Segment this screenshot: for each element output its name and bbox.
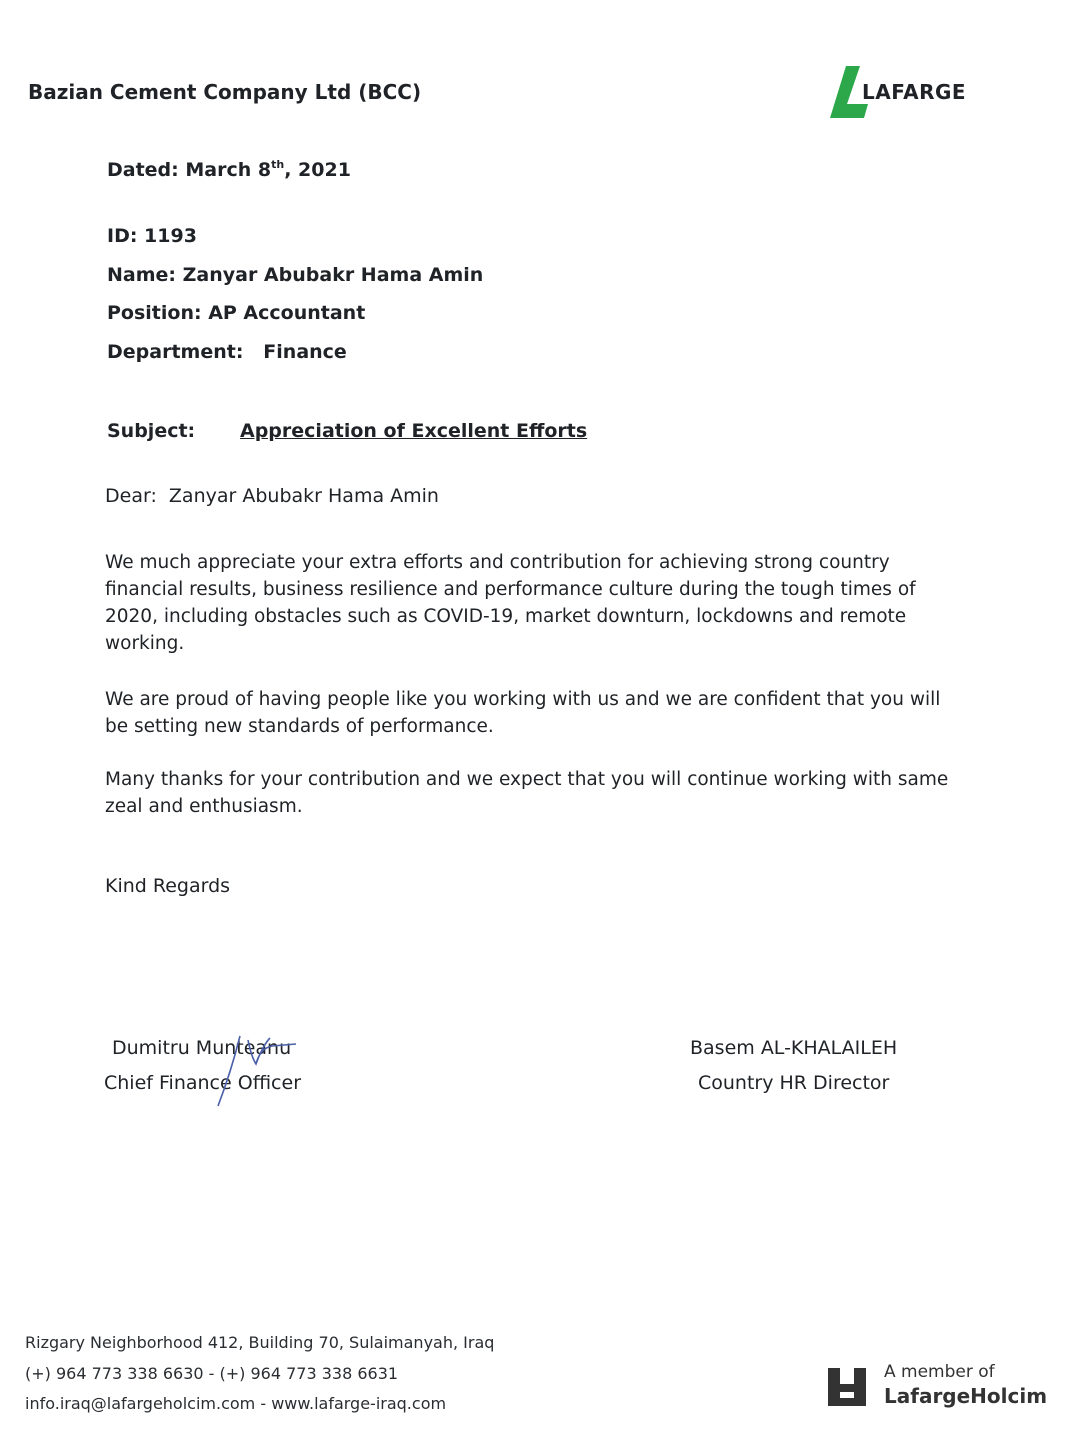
- lafarge-logo: [830, 64, 1000, 120]
- salutation: Dear: Zanyar Abubakr Hama Amin: [105, 485, 439, 507]
- signatory-2-title: Country HR Director: [698, 1072, 890, 1094]
- signatory-2-name: Basem AL-KHALAILEH: [690, 1037, 898, 1059]
- letter-date: Dated: March 8th, 2021: [107, 158, 351, 181]
- employee-department: Department: Finance: [107, 341, 347, 363]
- handwritten-signature: [200, 1030, 310, 1110]
- footer-address: Rizgary Neighborhood 412, Building 70, Sulaimanyah, Iraq: [25, 1333, 495, 1352]
- body-paragraph-2: We are proud of having people like you working with us and we are confident that you will be setting new standards of performance.: [105, 689, 941, 737]
- body-paragraph-3: Many thanks for your contribution and we expect that you will continue working with same zeal and enthusiasm.: [105, 769, 949, 817]
- closing: Kind Regards: [105, 875, 231, 897]
- subject-text: Appreciation of Excellent Efforts: [240, 420, 588, 442]
- lafargeholcim-logo: [826, 1362, 1056, 1412]
- signatory-1-title: Chief Finance Officer: [104, 1072, 302, 1094]
- signatory-1-name: Dumitru Munteanu: [112, 1037, 292, 1059]
- employee-id: ID: 1193: [107, 225, 197, 247]
- employee-position: Position: AP Accountant: [107, 302, 366, 324]
- lafarge-logo-text: LAFARGE: [862, 80, 967, 104]
- footer-contact: info.iraq@lafargeholcim.com - www.lafarge-iraq.com: [25, 1394, 447, 1413]
- member-of-label: A member of: [884, 1362, 995, 1382]
- group-name: LafargeHolcim: [884, 1384, 1048, 1408]
- lafargeholcim-mark-icon: [826, 1366, 868, 1408]
- company-name: Bazian Cement Company Ltd (BCC): [28, 80, 422, 104]
- subject-label: Subject:: [107, 420, 196, 442]
- body-paragraph-1: We much appreciate your extra efforts and contribution for achieving strong country financial results, business resilience and performance culture during the tough times of 2020, including obstacles such as COVID-19, market downturn, lockdowns and remote working.: [105, 552, 916, 654]
- footer-phones: (+) 964 773 338 6630 - (+) 964 773 338 6631: [25, 1364, 399, 1383]
- employee-name: Name: Zanyar Abubakr Hama Amin: [107, 264, 484, 286]
